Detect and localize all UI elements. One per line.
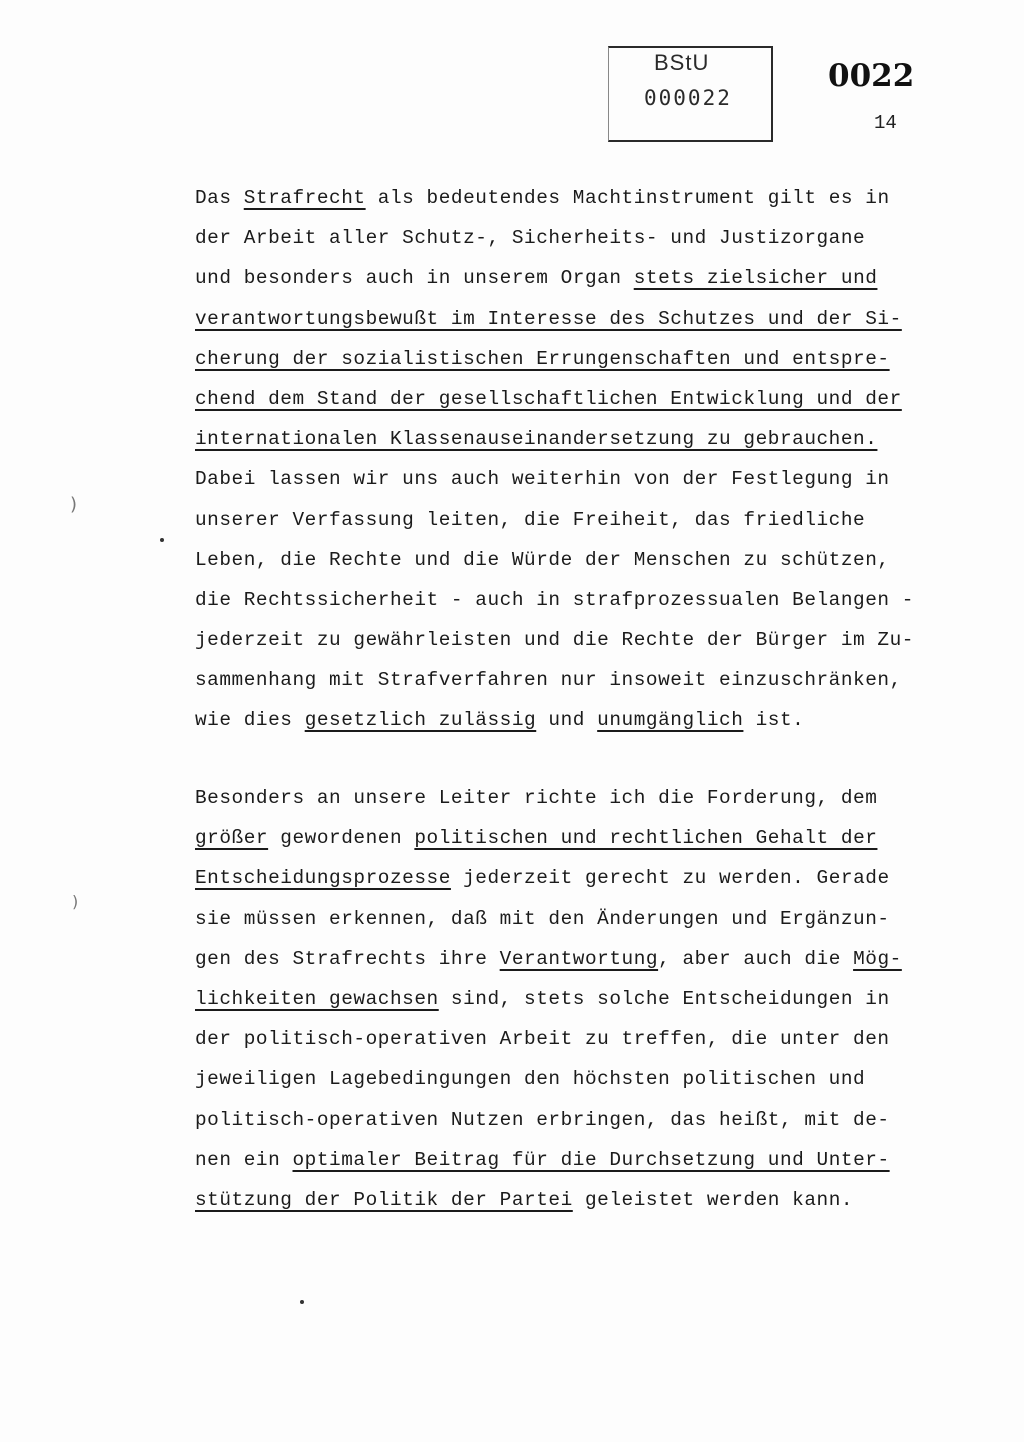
text-line: lichkeiten gewachsen sind, stets solche Entscheidungen in bbox=[195, 987, 890, 1010]
text-line: der politisch-operativen Arbeit zu treffen, die unter den bbox=[195, 1028, 890, 1051]
underlined-line: internationalen Klassenauseinandersetzung zu gebrauchen. bbox=[195, 428, 878, 451]
margin-dot bbox=[160, 538, 164, 542]
text-line: wie dies gesetzlich zulässig und unumgänglich ist. bbox=[195, 709, 805, 732]
text-line: Das Strafrecht als bedeutendes Machtinstrument gilt es in bbox=[195, 187, 890, 209]
text-line: jederzeit zu gewährleisten und die Rechte der Bürger im Zu- bbox=[195, 629, 914, 652]
margin-mark: ) bbox=[72, 892, 79, 911]
text-line: sie müssen erkennen, daß mit den Änderungen und Ergänzun- bbox=[195, 907, 890, 930]
text-line: Leben, die Rechte und die Würde der Menschen zu schützen, bbox=[195, 548, 890, 571]
text-line: gen des Strafrechts ihre Verantwortung, aber auch die Mög- bbox=[195, 947, 902, 970]
underlined-text: unumgänglich bbox=[597, 709, 744, 732]
underlined-text: optimaler Beitrag für die Durchsetzung und Unter- bbox=[292, 1148, 890, 1171]
paragraph-2 bbox=[195, 778, 920, 1220]
underlined-text: Strafrecht bbox=[243, 187, 366, 209]
underlined-text: Mög- bbox=[853, 947, 902, 970]
text-line: unserer Verfassung leiten, die Freiheit, das friedliche bbox=[195, 508, 866, 531]
text-line: die Rechtssicherheit - auch in strafprozessualen Belangen - bbox=[195, 588, 914, 611]
text-line: Besonders an unsere Leiter richte ich die Forderung, dem bbox=[195, 787, 878, 809]
underlined-text: stützung der Politik der Partei bbox=[195, 1188, 573, 1211]
text-line: sammenhang mit Strafverfahren nur insoweit einzuschränken, bbox=[195, 669, 902, 692]
underlined-line: cherung der sozialistischen Errungenschaften und entspre- bbox=[195, 347, 890, 370]
underlined-text: Verantwortung bbox=[499, 947, 659, 970]
page-number: 14 bbox=[874, 112, 897, 134]
paragraph-1 bbox=[195, 178, 920, 741]
text-line: der Arbeit aller Schutz-, Sicherheits- und Justizorgane bbox=[195, 227, 866, 250]
underlined-text: politischen und rechtlichen Gehalt der bbox=[414, 827, 878, 850]
underlined-line: chend dem Stand der gesellschaftlichen Entwicklung und der bbox=[195, 387, 902, 410]
stamp-label: BStU bbox=[654, 50, 710, 75]
text-line: stützung der Politik der Partei geleistet werden kann. bbox=[195, 1188, 854, 1211]
underlined-text: größer bbox=[195, 827, 269, 850]
text-line: und besonders auch in unserem Organ stets zielsicher und bbox=[195, 267, 878, 290]
margin-mark: ) bbox=[70, 494, 78, 515]
text-line: nen ein optimaler Beitrag für die Durchsetzung und Unter- bbox=[195, 1148, 890, 1171]
text-line: Entscheidungsprozesse jederzeit gerecht zu werden. Gerade bbox=[195, 867, 890, 890]
underlined-line: verantwortungsbewußt im Interesse des Schutzes und der Si- bbox=[195, 307, 902, 330]
underlined-text: Entscheidungsprozesse bbox=[195, 867, 451, 890]
archive-number: 0022 bbox=[828, 58, 915, 94]
text-line: politisch-operativen Nutzen erbringen, das heißt, mit de- bbox=[195, 1108, 890, 1131]
underlined-text: gesetzlich zulässig bbox=[304, 709, 537, 732]
text-line: größer gewordenen politischen und rechtlichen Gehalt der bbox=[195, 827, 878, 850]
underlined-text: stets zielsicher und bbox=[633, 267, 878, 290]
text-line: Dabei lassen wir uns auch weiterhin von der Festlegung in bbox=[195, 468, 890, 491]
underlined-text: lichkeiten gewachsen bbox=[195, 987, 439, 1010]
margin-dot bbox=[300, 1300, 304, 1304]
text-line: jeweiligen Lagebedingungen den höchsten politischen und bbox=[195, 1068, 866, 1091]
stamp-number: 000022 bbox=[644, 86, 732, 110]
